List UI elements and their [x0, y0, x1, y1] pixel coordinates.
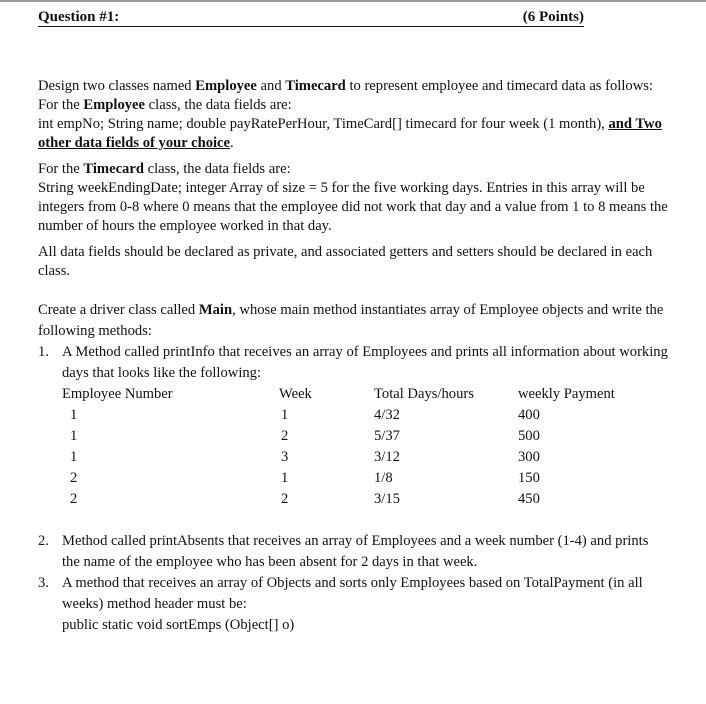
table-header: weekly Payment: [518, 386, 615, 402]
table-header-row: [62, 384, 668, 405]
extra-fields-note: and Two other data fields of your choice: [38, 116, 662, 151]
table-row: 2 1 1/8 150: [70, 470, 540, 486]
question-points: (6 Points): [522, 9, 584, 25]
table-header: Employee Number: [62, 386, 173, 402]
table-row: 1 3 3/12 300: [70, 449, 540, 465]
question-header: [38, 8, 584, 27]
table-row: 1 2 5/37 500: [70, 428, 540, 444]
employee-heading: For the Employee class, the data fields are:: [38, 97, 292, 113]
class-name-employee: Employee: [195, 78, 257, 94]
driver-paragraph: Create a driver class called Main, whose main method instantiates array of Employee objects and write the following methods:: [38, 302, 664, 339]
table-row: 1 1 4/32 400: [70, 407, 540, 423]
driver-class-name: Main: [198, 302, 233, 318]
method-item-3: 3. A method that receives an array of Objects and sorts only Employees based on TotalPayment (in all weeks) method header must be: public static void sortEmps (Object[] o): [38, 573, 668, 636]
table-row: 2 2 3/15 450: [70, 491, 540, 507]
table-header: Total Days/hours: [374, 386, 474, 402]
info-table: [62, 384, 668, 510]
class-name-timecard: Timecard: [285, 78, 346, 94]
method-header-code: public static void sortEmps (Object[] o): [62, 617, 295, 633]
intro-paragraph: Design two classes named Employee and Timecard to represent employee and timecard data as follows:: [38, 78, 653, 94]
timecard-heading: For the Timecard class, the data fields are:: [38, 161, 291, 177]
methods-list: [38, 342, 668, 636]
employee-fields: int empNo; String name; double payRatePerHour, TimeCard[] timecard for four week (1 month), and Two other data fields of your choice.: [38, 116, 662, 151]
question-title: Question #1:: [38, 9, 120, 25]
table-header: Week: [279, 386, 312, 402]
private-note: All data fields should be declared as private, and associated getters and setters should be declared in each class.: [38, 244, 653, 279]
method-item-1: 1. A Method called printInfo that receives an array of Employees and prints all information about working days that looks like the following: Employee Number Week Total Days/hours weekly Payment 1 1 4/32 400 1 2 5/37 500 1 3 3/12 300 2 1 1/8 150 2 2 3/15 450: [38, 342, 668, 510]
top-rule: [0, 0, 706, 2]
method-item-2: 2. Method called printAbsents that receives an array of Employees and a week number (1-4) and prints the name of the employee who has been absent for 2 days in that week.: [38, 533, 649, 570]
timecard-fields: String weekEndingDate; integer Array of size = 5 for the five working days. Entries in this array will be integers from 0-8 where 0 means that the employee did not work that day and a value from 1 to 8 means the number of hours the employee worked in that day.: [38, 180, 668, 234]
question-body: [38, 77, 668, 636]
